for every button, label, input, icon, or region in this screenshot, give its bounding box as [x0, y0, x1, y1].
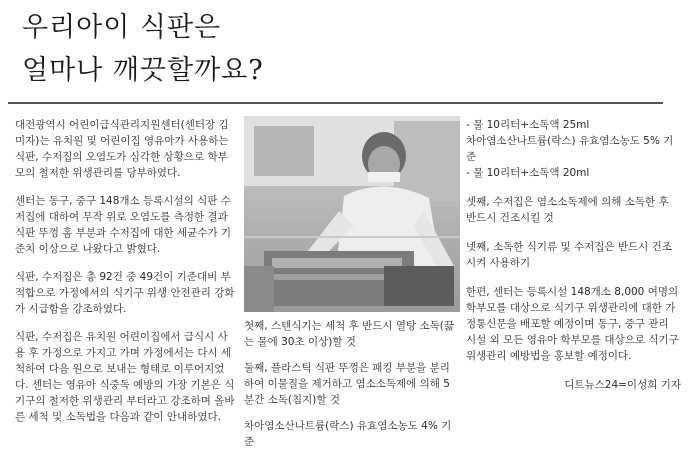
paragraph: 첫째, 스텐식기는 세척 후 반드시 열탕 소독(끓는 물에 30초 이상)할 것: [244, 320, 455, 348]
headline-line-1: 우리아이 식판은: [22, 12, 222, 43]
paragraph: 둘째, 플라스틱 식판 뚜껑은 패킹 부분을 분리하여 이물질을 제거하고 염소소독제에 의해 5분간 소독(침지)할 것: [244, 362, 450, 406]
paragraph: 차아염소산나트륨(락스) 유효염소농도 4% 기준: [244, 420, 452, 448]
paragraph: - 물 10리터+소독액 25ml 차아염소산나트륨(락스) 유효염소농도 5% 기준 - 물 10리터+소독액 20ml: [466, 119, 674, 179]
headline-line-2: 얼마나 깨끗할까요?: [22, 55, 264, 86]
paragraph: 대전광역시 어린이급식관리지원센터(센터장 김미자)는 유치원 및 어린이집 영유아가 사용하는 식판, 수저집의 오염도가 심각한 상황으로 학부모의 철저한 위생관리를 당부하였다.: [15, 119, 229, 179]
paragraph: 센터는 동구, 중구 148개소 등록시설의 식판 수저집에 대하여 무작 위로 오염도를 측정한 결과 식판 뚜껑 홈 부분과 수저집에 대한 세균수가 기준치 이상으로 나왔다고 밝혔다.: [15, 195, 232, 255]
article-photo: [244, 116, 460, 312]
header-divider: [8, 102, 663, 104]
article-column-2: [244, 318, 460, 450]
paragraph: 넷째, 소독한 식기류 및 수저집은 반드시 건조시켜 사용하기: [466, 241, 672, 269]
paragraph: 식판, 수저집은 유치원 어린이집에서 급식시 사용 후 가정으로 가지고 가며 가정에서는 다시 세척하여 다음 원으로 보내는 형태로 이루어지었다. 센터는 영유아 식중독 예방의 가장 기본은 식기구의 철저한 위생관리 부터라고 강조하며 올바른 세척 및 소독법을 다음과 같이 안내하였다.: [15, 331, 235, 423]
article-column-1: [15, 117, 237, 425]
paragraph: 한편, 센터는 등록시설 148개소 8,000 여명의 학부모를 대상으로 식기구 위생관리에 대한 가정통신문을 배포할 예정이며 동구, 중구 관리 시설 외 모든 영유아 학부모를 대상으로 식기구 위생관리 예방법을 홍보할 예정이다.: [466, 286, 679, 362]
article-column-3: [466, 117, 681, 393]
worker-washing-trays-photo: [244, 116, 460, 312]
byline: 디트뉴스24=이성희 기자: [564, 379, 681, 391]
paragraph: 셋째, 수저집은 염소소독제에 의해 소독한 후 반드시 건조시킬 것: [466, 196, 669, 224]
paragraph: 식판, 수저집은 총 92건 중 49건이 기준대비 부적합으로 가정에서의 식기구 위생 안전관리 강화가 시급함을 강조하였다.: [15, 271, 235, 315]
headline: [22, 6, 264, 92]
